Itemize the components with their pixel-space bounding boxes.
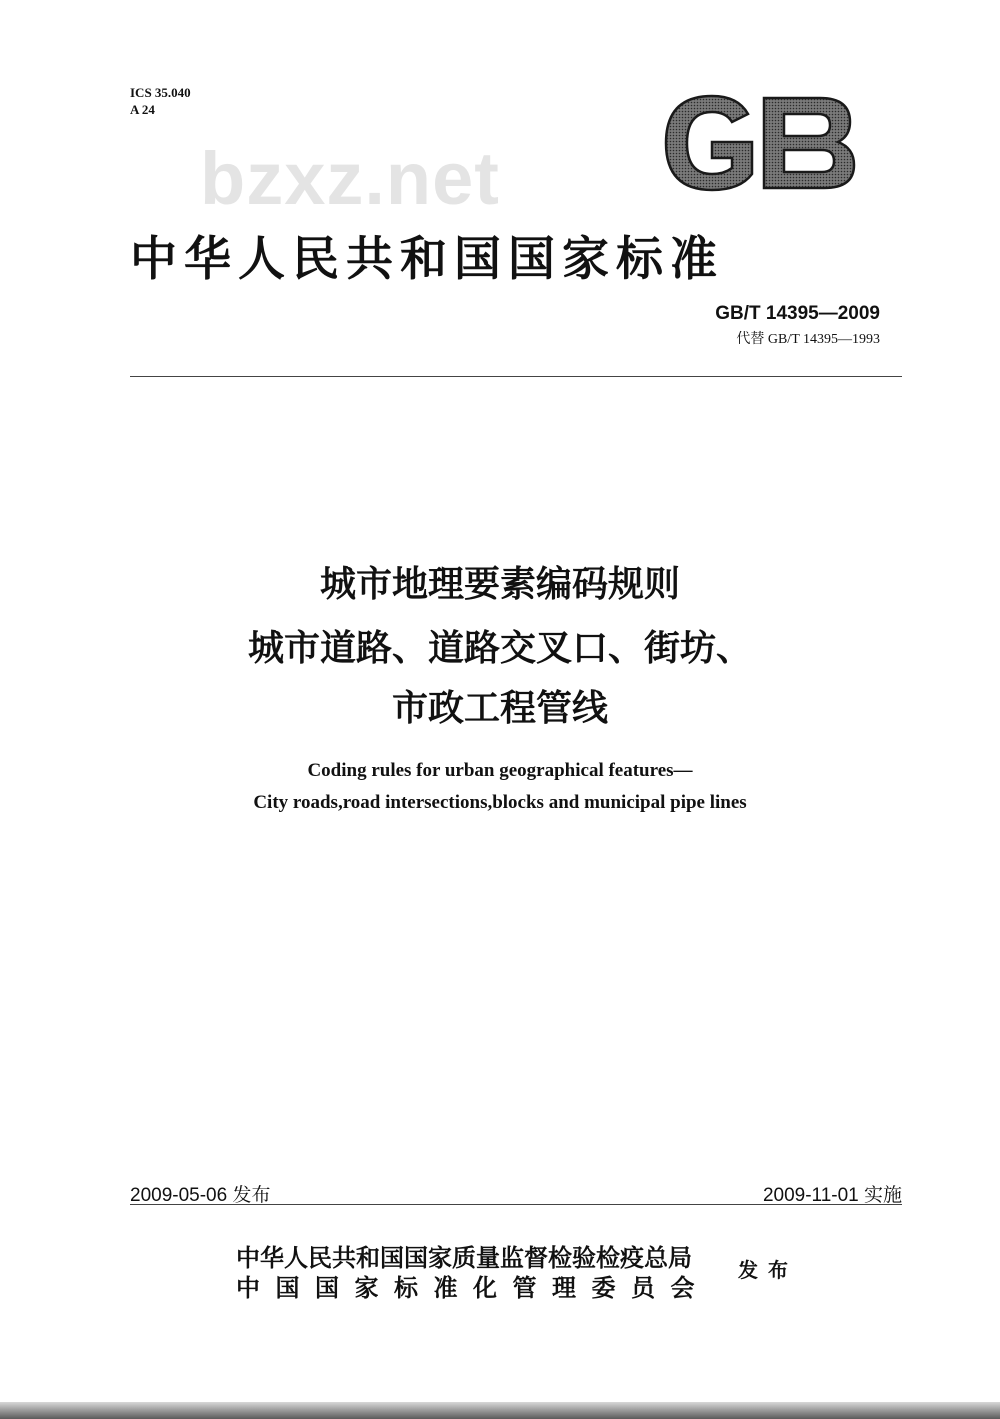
national-standard-heading: 中华人民共和国国家标准: [130, 232, 724, 287]
gb-logo: [660, 92, 860, 194]
english-title-line-2: City roads,road intersections,blocks and municipal pipe lines: [253, 792, 747, 813]
chinese-title-line-3: 市政工程管线: [391, 688, 608, 729]
watermark-text: bzxz.net: [200, 137, 500, 220]
page-bottom-edge: [0, 1402, 1000, 1419]
footer-divider: [130, 1204, 902, 1205]
ics-code: ICS 35.040: [130, 85, 191, 100]
gb-logo-text: GB: [660, 92, 662, 93]
issuer-name-2: 中国国家标准化管理委员会: [236, 1274, 710, 1302]
header-divider: [130, 376, 902, 377]
standard-number: GB/T 14395—2009: [715, 303, 880, 324]
english-title-line-1: Coding rules for urban geographical features—: [307, 760, 693, 781]
ccs-code: A 24: [130, 102, 155, 117]
issued-by-label: 发布: [738, 1258, 798, 1282]
classification-codes: [130, 84, 191, 118]
gb-logo-letters: [666, 96, 854, 190]
chinese-title-line-1: 城市地理要素编码规则: [319, 564, 680, 605]
effective-date: 2009-11-01 实施: [762, 1185, 902, 1206]
issuer-name-1: 中华人民共和国国家质量监督检验检疫总局: [236, 1244, 692, 1272]
issue-date: 2009-05-06 发布: [130, 1185, 271, 1206]
replaces-standard: 代替 GB/T 14395—1993: [736, 332, 880, 347]
chinese-title-line-2: 城市道路、道路交叉口、街坊、: [247, 628, 752, 669]
